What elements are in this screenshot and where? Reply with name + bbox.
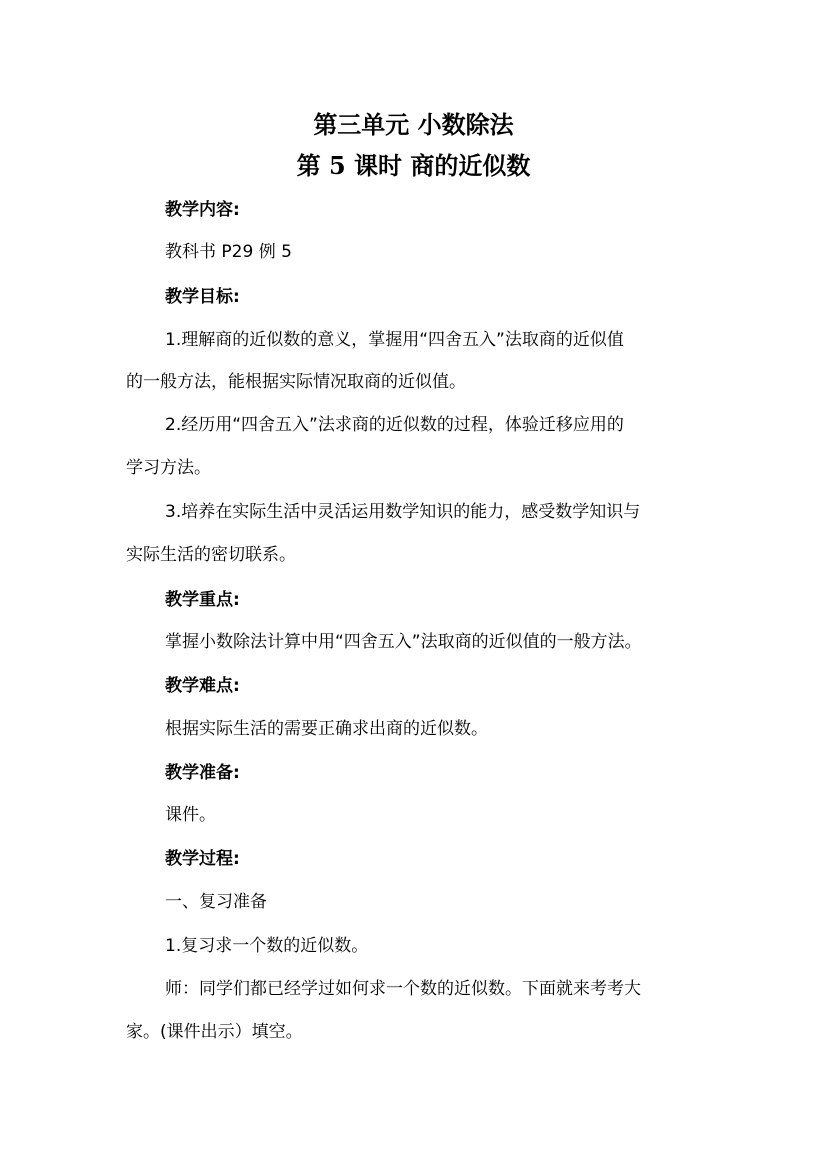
goal-2-line-2: 学习方法。 (126, 458, 211, 478)
content-text: 教科书 P29 例 5 (165, 242, 292, 262)
difficulty-text: 根据实际生活的需要正确求出商的近似数。 (165, 719, 488, 739)
goals-heading: 教学目标: (165, 287, 240, 307)
difficulty-heading: 教学难点: (165, 676, 240, 696)
keypoint-text: 掌握小数除法计算中用“四舍五入”法取商的近似值的一般方法。 (165, 632, 642, 652)
teacher-line-1: 师：同学们都已经学过如何求一个数的近似数。下面就来考考大 (165, 979, 641, 999)
goal-1-line-1: 1.理解商的近似数的意义，掌握用“四舍五入”法取商的近似值 (165, 330, 624, 350)
goal-3-line-1: 3.培养在实际生活中灵活运用数学知识的能力，感受数学知识与 (165, 502, 641, 522)
lesson-title: 第 5 课时 商的近似数 (296, 151, 531, 180)
prep-heading: 教学准备: (165, 763, 240, 783)
keypoint-heading: 教学重点: (165, 590, 240, 610)
step-1: 1.复习求一个数的近似数。 (165, 936, 369, 956)
process-heading: 教学过程: (165, 849, 240, 869)
prep-text: 课件。 (165, 805, 216, 825)
goal-3-line-2: 实际生活的密切联系。 (126, 545, 296, 565)
teacher-line-2: 家。(课件出示）填空。 (126, 1022, 303, 1042)
section-1-heading: 一、复习准备 (165, 892, 267, 912)
unit-title: 第三单元 小数除法 (313, 110, 514, 139)
goal-1-line-2: 的一般方法，能根据实际情况取商的近似值。 (126, 372, 466, 392)
goal-2-line-1: 2.经历用“四舍五入”法求商的近似数的过程，体验迁移应用的 (165, 415, 624, 435)
content-heading: 教学内容: (165, 200, 240, 220)
